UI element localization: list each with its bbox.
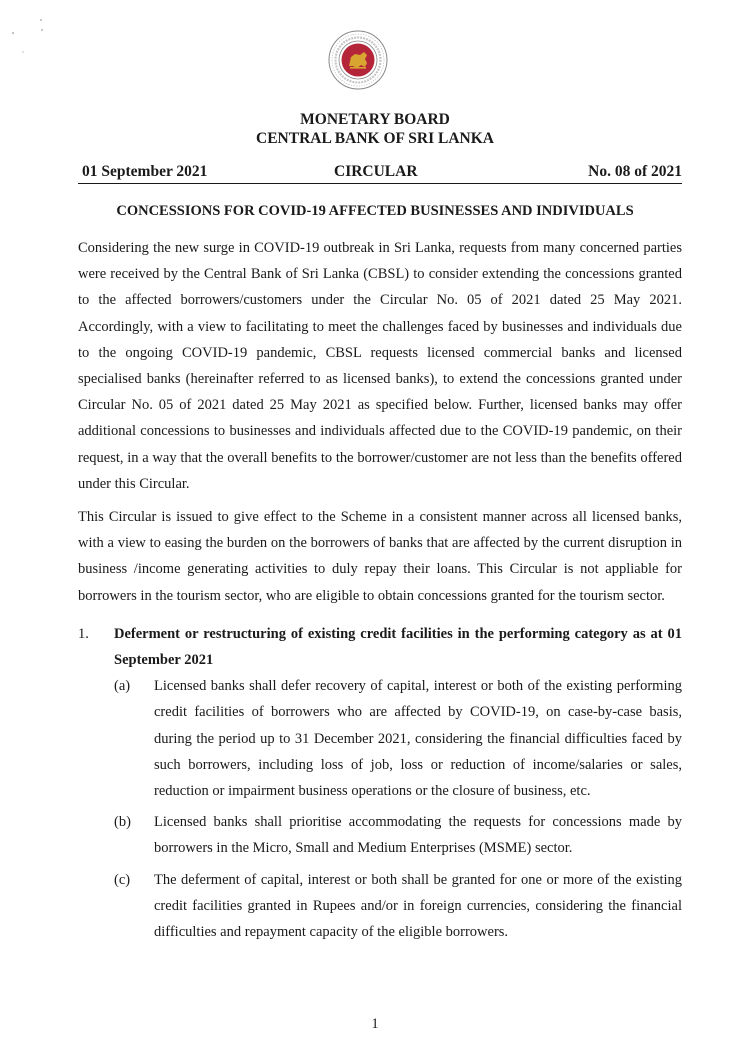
section-title: Deferment or restructuring of existing credit facilities in the performing category as at 01 September 2021	[114, 625, 682, 669]
list-item-text: Licensed banks shall defer recovery of capital, interest or both of the existing performing credit facilities of borrowers who are affected by COVID-19, on case-by-case basis, during the period up to 31 December 2021, considering the financial difficulties faced by such borrowers, including loss of job, loss or reduction of income/salaries or sales, reduction or impairment business operations or the closure of business, etc.	[154, 678, 682, 800]
circular-label: CIRCULAR	[334, 163, 418, 180]
circular-date: 01 September 2021	[82, 163, 208, 180]
central-bank-seal-logo	[328, 30, 388, 90]
section-number: 1.	[78, 625, 89, 642]
circular-info-line	[78, 163, 682, 184]
list-item-label: (c)	[114, 871, 131, 888]
list-item	[78, 673, 682, 804]
list-item-label: (b)	[114, 814, 131, 831]
document-header	[0, 110, 750, 148]
list-item-text: The deferment of capital, interest or both shall be granted for one or more of the existing credit facilities granted in Rupees and/or in foreign currencies, considering the financial difficulties and repayment capacity of the eligible borrowers.	[154, 871, 682, 941]
paragraph-1: Considering the new surge in COVID-19 outbreak in Sri Lanka, requests from many concerned parties were received by the Central Bank of Sri Lanka (CBSL) to consider extending the concessions granted to the affected borrowers/customers under the Circular No. 05 of 2021 dated 25 May 2021. Accordingly, with a view to facilitating to meet the challenges faced by businesses and individuals due to the ongoing COVID-19 pandemic, CBSL requests licensed commercial banks and licensed specialised banks (hereinafter referred to as licensed banks), to extend the concessions granted under Circular No. 05 of 2021 dated 25 May 2021 as specified below. Further, licensed banks may offer additional concessions to businesses and individuals affected due to the COVID-19 pandemic, on their request, in a way that the overall benefits to the borrower/customer are not less than the benefits offered under this Circular.	[78, 240, 682, 492]
circular-subject: CONCESSIONS FOR COVID-19 AFFECTED BUSINESSES AND INDIVIDUALS	[116, 203, 634, 219]
section-1	[78, 621, 682, 673]
list-item	[78, 867, 682, 946]
list-item-text: Licensed banks shall prioritise accommodating the requests for concessions made by borrowers in the Micro, Small and Medium Enterprises (MSME) sector.	[154, 814, 682, 857]
list-item-label: (a)	[114, 678, 131, 695]
document-body	[78, 235, 682, 945]
page-number: 1	[371, 1016, 379, 1032]
circular-number: No. 08 of 2021	[588, 163, 682, 180]
list-item	[78, 809, 682, 861]
header-line-1: MONETARY BOARD	[300, 111, 450, 128]
scan-specks	[0, 0, 60, 60]
header-line-2: CENTRAL BANK OF SRI LANKA	[256, 130, 494, 147]
paragraph-2: This Circular is issued to give effect to the Scheme in a consistent manner across all licensed banks, with a view to easing the burden on the borrowers of banks that are affected by the current disruption in business /income generating activities to duly repay their loans. This Circular is not appliable for borrowers in the tourism sector, who are eligible to obtain concessions granted for the tourism sector.	[78, 509, 682, 604]
